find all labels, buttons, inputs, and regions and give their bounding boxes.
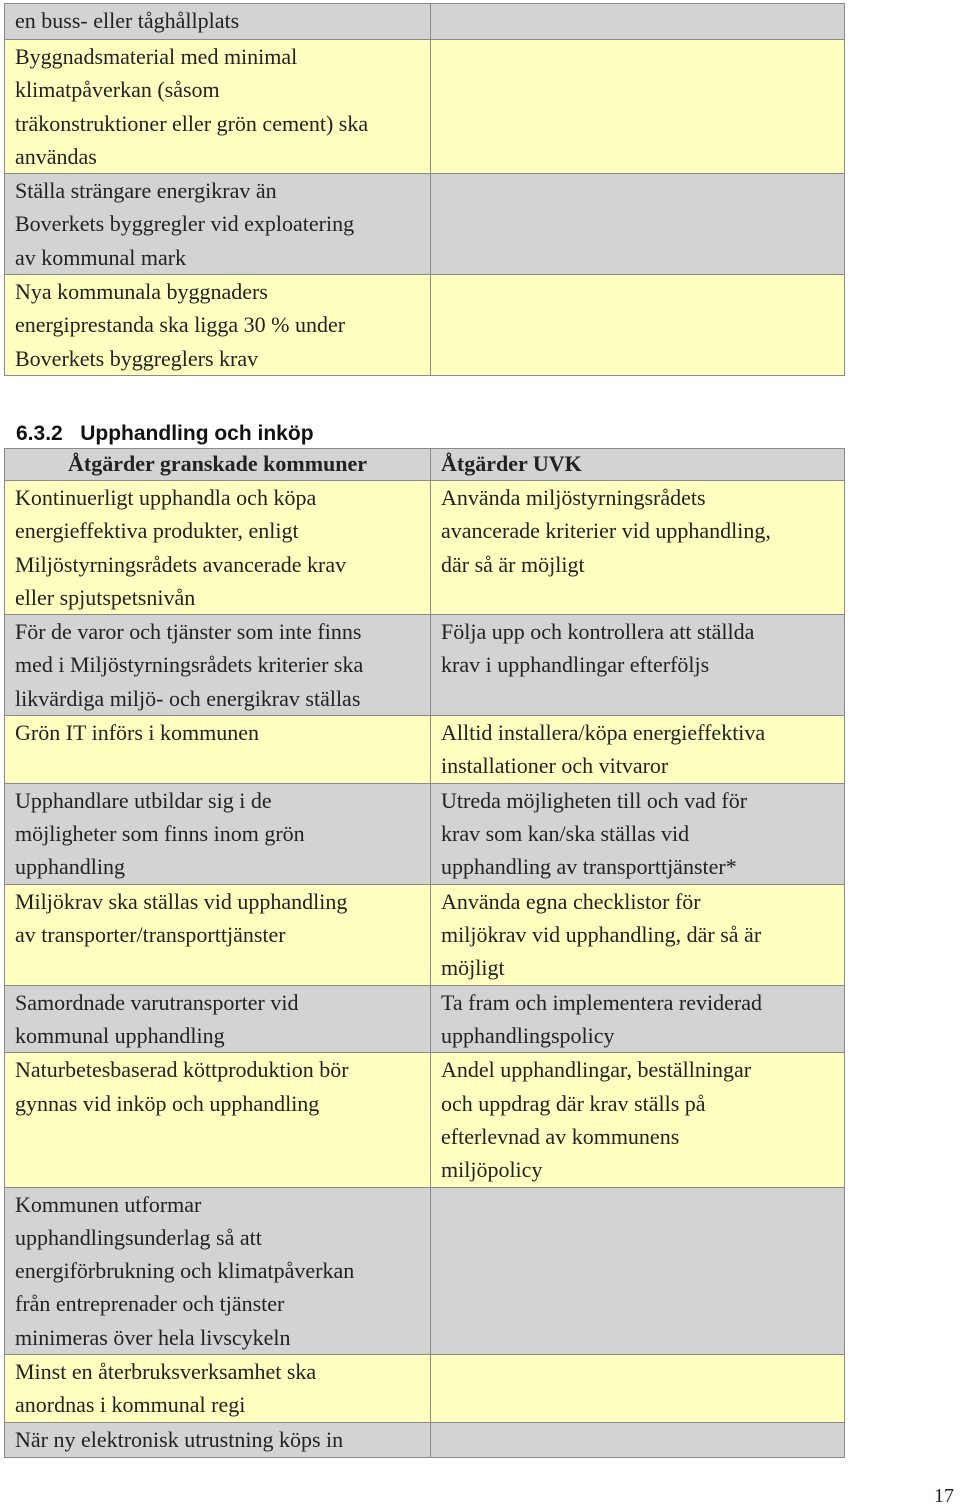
table-cell-right: [431, 4, 845, 40]
table-cell-right: Ta fram och implementera reviderad upphandlingspolicy: [431, 985, 845, 1053]
table-cell-right: Alltid installera/köpa energieffektiva installationer och vitvaror: [431, 716, 845, 784]
table-cell-left: När ny elektronisk utrustning köps in: [5, 1423, 431, 1458]
table-cell-right: Andel upphandlingar, beställningar och uppdrag där krav ställs på efterlevnad av kommunens miljöpolicy: [431, 1053, 845, 1187]
table-cell-left: Kontinuerligt upphandla och köpa energieffektiva produkter, enligt Miljöstyrningsrådets avancerade krav eller spjutspetsnivån: [5, 481, 431, 615]
table-cell-right: Använda egna checklistor för miljökrav vid upphandling, där så är möjligt: [431, 884, 845, 985]
table-header-row: [5, 449, 845, 481]
table-row: [5, 716, 845, 784]
table-cell-right: [431, 1187, 845, 1354]
procurement-measures-table: [4, 448, 845, 1458]
table-row: [5, 1053, 845, 1187]
table-cell-left: Byggnadsmaterial med minimal klimatpåverkan (såsom träkonstruktioner eller grön cement) ska användas: [5, 40, 431, 174]
table-cell-left: en buss- eller tåghållplats: [5, 4, 431, 40]
table-cell-left: Kommunen utformar upphandlingsunderlag så att energiförbrukning och klimatpåverkan från entreprenader och tjänster minimeras över hela livscykeln: [5, 1187, 431, 1354]
table-cell-right: [431, 174, 845, 275]
column-header-uvk: Åtgärder UVK: [431, 449, 845, 481]
table-cell-right: Utreda möjligheten till och vad för krav som kan/ska ställas vid upphandling av transporttjänster*: [431, 783, 845, 884]
table-cell-left: Grön IT införs i kommunen: [5, 716, 431, 784]
table-cell-left: För de varor och tjänster som inte finns med i Miljöstyrningsrådets kriterier ska likvärdiga miljö- och energikrav ställas: [5, 615, 431, 716]
table-row: [5, 884, 845, 985]
table-row: [5, 481, 845, 615]
table-cell-right: [431, 275, 845, 376]
table-cell-left: Naturbetesbaserad köttproduktion bör gynnas vid inköp och upphandling: [5, 1053, 431, 1187]
table-row: [5, 985, 845, 1053]
page-number: 17: [934, 1485, 954, 1507]
table-cell-right: Följa upp och kontrollera att ställda krav i upphandlingar efterföljs: [431, 615, 845, 716]
table-row: [5, 783, 845, 884]
table-row: [5, 174, 845, 275]
table-row: [5, 275, 845, 376]
table-cell-right: [431, 1423, 845, 1458]
table-cell-right: [431, 40, 845, 174]
table-cell-left: Ställa strängare energikrav än Boverkets byggregler vid exploatering av kommunal mark: [5, 174, 431, 275]
table-cell-right: [431, 1355, 845, 1423]
table-row: [5, 1187, 845, 1354]
table-row: [5, 40, 845, 174]
table-cell-right: Använda miljöstyrningsrådets avancerade kriterier vid upphandling, där så är möjligt: [431, 481, 845, 615]
building-measures-table: [4, 3, 845, 376]
table-row: [5, 4, 845, 40]
table-row: [5, 1423, 845, 1458]
table-row: [5, 615, 845, 716]
section-heading: 6.3.2 Upphandling och inköp: [16, 422, 314, 445]
table-cell-left: Nya kommunala byggnaders energiprestanda ska ligga 30 % under Boverkets byggreglers krav: [5, 275, 431, 376]
table-cell-left: Samordnade varutransporter vid kommunal upphandling: [5, 985, 431, 1053]
table-row: [5, 1355, 845, 1423]
table-cell-left: Miljökrav ska ställas vid upphandling av transporter/transporttjänster: [5, 884, 431, 985]
table-cell-left: Upphandlare utbildar sig i de möjligheter som finns inom grön upphandling: [5, 783, 431, 884]
table-cell-left: Minst en återbruksverksamhet ska anordnas i kommunal regi: [5, 1355, 431, 1423]
column-header-reviewed-municipalities: Åtgärder granskade kommuner: [5, 449, 431, 481]
